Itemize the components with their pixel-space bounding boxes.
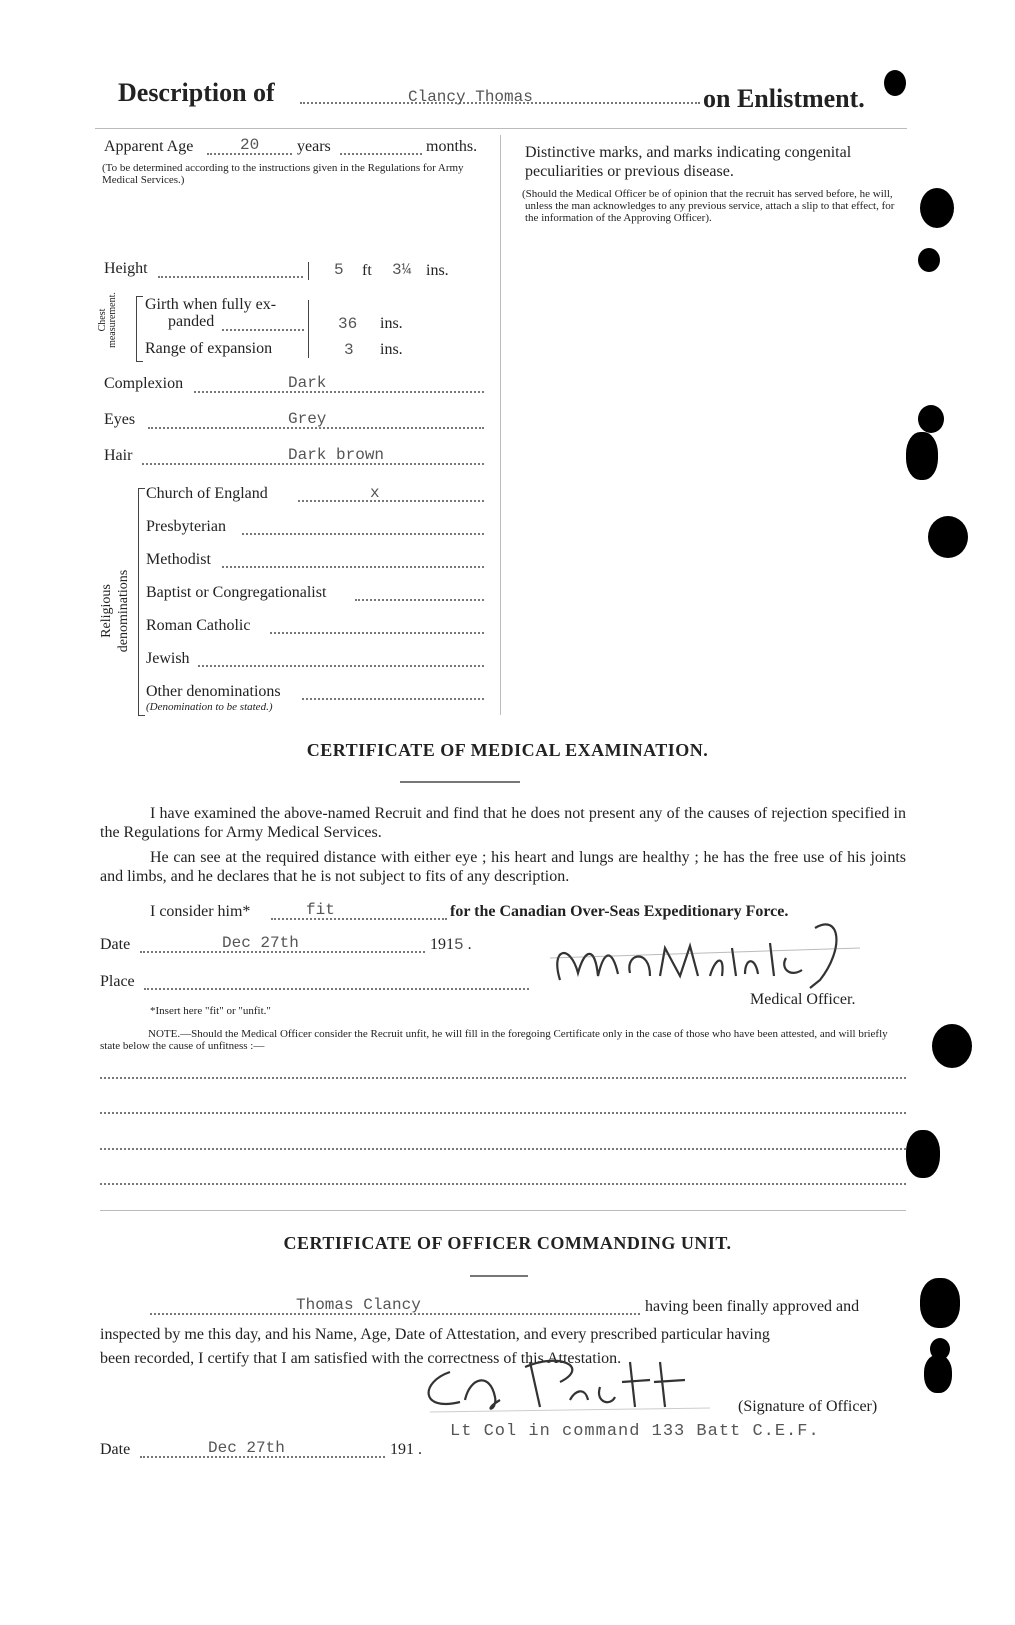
- girth-dotted-line: [222, 329, 304, 331]
- commanding-year-prefix: 191: [390, 1441, 414, 1458]
- punch-hole: [932, 1024, 972, 1068]
- column-divider: [500, 135, 501, 715]
- height-ft-value: 5: [334, 261, 344, 279]
- distinctive-marks-note: (Should the Medical Officer be of opinion that the recruit has served before, he will, unless the man acknowledges to any previous service, attach a slip to that effect, for the information of the Approving Officer).: [522, 188, 895, 224]
- medical-date-label: Date: [100, 936, 131, 953]
- officer-rank: Lt Col in command 133 Batt C.E.F.: [450, 1422, 820, 1441]
- commanding-line-3: been recorded, I certify that I am satisfied with the correctness of this Attestation.: [100, 1350, 622, 1367]
- consider-prefix: I consider him*: [150, 903, 251, 920]
- medical-year-prefix: 191: [430, 936, 454, 953]
- religion-bracket: [138, 488, 145, 716]
- commanding-year: 191 .: [390, 1441, 422, 1458]
- range-label: Range of expansion: [145, 340, 273, 357]
- height-in-value: 3¼: [392, 261, 412, 279]
- apparent-age-value: 20: [240, 136, 260, 154]
- medical-date-value: Dec 27th: [222, 934, 299, 952]
- religion-label: Religious denominations: [99, 569, 131, 653]
- medical-officer-label: Medical Officer.: [750, 991, 856, 1008]
- girth-label-2: panded: [168, 313, 215, 330]
- distinctive-marks-title: Distinctive marks, and marks indicating congenital peculiarities or previous disease.: [525, 144, 852, 180]
- punch-hole: [906, 1130, 940, 1178]
- height-ins-label: ins.: [426, 262, 449, 279]
- chest-label-box: [98, 290, 126, 362]
- years-label: years: [297, 138, 331, 155]
- commanding-date-value: Dec 27th: [208, 1439, 285, 1457]
- height-label: Height: [104, 260, 148, 277]
- medical-paragraph-2: He can see at the required distance with either eye ; his heart and lungs are healthy ; he has the free use of his joints and limbs, and he declares that he is not subject to fits of any description.: [100, 849, 906, 885]
- header-suffix: on Enlistment.: [703, 84, 865, 113]
- punch-hole: [920, 1278, 960, 1328]
- girth-value: 36: [338, 315, 358, 333]
- girth-label-1: Girth when fully ex-: [145, 296, 277, 313]
- punch-hole: [884, 70, 906, 96]
- unfit-note: NOTE.—Should the Medical Officer consider the Recruit unfit, he will fill in the foregoing Certificate only in the case of those who have been attested, and will briefly state below the cause of unfitness :—: [100, 1028, 888, 1052]
- punch-hole: [928, 516, 968, 558]
- medical-certificate-title: CERTIFICATE OF MEDICAL EXAMINATION.: [306, 740, 709, 760]
- insert-note: *Insert here "fit" or "unfit.": [150, 1005, 271, 1017]
- commanding-date-label: Date: [100, 1441, 131, 1458]
- religion-dotted-line: [302, 698, 484, 700]
- complexion-value: Dark: [288, 374, 327, 392]
- fit-dotted-line: [271, 918, 447, 920]
- chest-bracket: [136, 296, 143, 362]
- section-rule: [100, 1210, 906, 1211]
- apparent-age-label: Apparent Age: [104, 138, 194, 155]
- religion-dotted-line: [298, 500, 484, 502]
- header-name: Clancy Thomas: [408, 88, 533, 106]
- religion-baptist: Baptist or Congregationalist: [146, 584, 327, 601]
- header-prefix: Description of: [118, 78, 275, 107]
- months-dotted-line: [340, 153, 422, 155]
- age-note: (To be determined according to the instructions given in the Regulations for Army Medical Services.): [102, 162, 464, 186]
- unfitness-line-3: [100, 1148, 906, 1150]
- religion-other: Other denominations: [146, 683, 281, 700]
- religion-dotted-line: [222, 566, 484, 568]
- unfitness-line-2: [100, 1112, 906, 1114]
- commanding-officer-signature: [410, 1352, 730, 1422]
- punch-hole: [918, 248, 940, 272]
- commanding-certificate-title: CERTIFICATE OF OFFICER COMMANDING UNIT.: [283, 1233, 732, 1253]
- medical-year: 1915 .: [430, 936, 472, 954]
- punch-hole: [924, 1355, 952, 1393]
- punch-hole: [906, 432, 938, 480]
- place-dotted-line: [144, 988, 529, 990]
- punch-hole: [918, 405, 944, 433]
- punch-hole: [920, 188, 954, 228]
- medical-paragraph-1: I have examined the above-named Recruit and find that he does not present any of the causes of rejection specified in the Regulations for Army Medical Services.: [100, 805, 906, 841]
- complexion-label: Complexion: [104, 375, 184, 392]
- hair-label: Hair: [104, 447, 133, 464]
- fit-value: fit: [306, 901, 335, 919]
- chest-label: Chest measurement.: [97, 292, 118, 348]
- commanding-line-1: having been finally approved and: [645, 1298, 860, 1315]
- religion-jewish: Jewish: [146, 650, 190, 667]
- religion-mark: x: [370, 484, 380, 502]
- religion-roman-catholic: Roman Catholic: [146, 617, 251, 634]
- religion-dotted-line: [242, 533, 484, 535]
- unfitness-line-1: [100, 1077, 906, 1079]
- medical-year-digit: 5: [454, 936, 464, 954]
- header-rule: [95, 128, 907, 129]
- religion-church-of-england: Church of England: [146, 485, 268, 502]
- hair-value: Dark brown: [288, 446, 385, 464]
- height-bracket: [308, 262, 309, 280]
- religion-dotted-line: [270, 632, 484, 634]
- religion-presbyterian: Presbyterian: [146, 518, 226, 535]
- officer-signature-label: (Signature of Officer): [738, 1398, 878, 1415]
- commanding-title-rule: [470, 1275, 528, 1277]
- medical-title-rule: [400, 781, 520, 783]
- height-dotted-line: [158, 276, 303, 278]
- commanding-line-2: inspected by me this day, and his Name, Age, Date of Attestation, and every prescribed particular having: [100, 1326, 770, 1343]
- range-value: 3: [344, 341, 354, 359]
- range-unit: ins.: [380, 341, 403, 358]
- eyes-label: Eyes: [104, 411, 136, 428]
- religion-dotted-line: [198, 665, 484, 667]
- religion-label-box: [98, 552, 138, 682]
- medical-officer-signature: [540, 918, 880, 998]
- complexion-dotted-line: [194, 391, 484, 393]
- eyes-value: Grey: [288, 410, 327, 428]
- unfitness-line-4: [100, 1183, 906, 1185]
- place-label: Place: [100, 973, 135, 990]
- recruit-name-value: Thomas Clancy: [296, 1296, 421, 1314]
- religion-dotted-line: [355, 599, 484, 601]
- chest-value-bracket: [308, 300, 309, 358]
- consider-suffix: for the Canadian Over-Seas Expeditionary Force.: [450, 903, 789, 920]
- religion-methodist: Methodist: [146, 551, 211, 568]
- other-denomination-note: (Denomination to be stated.): [146, 701, 273, 713]
- ft-label: ft: [362, 262, 372, 279]
- girth-unit: ins.: [380, 315, 403, 332]
- months-label: months.: [426, 138, 478, 155]
